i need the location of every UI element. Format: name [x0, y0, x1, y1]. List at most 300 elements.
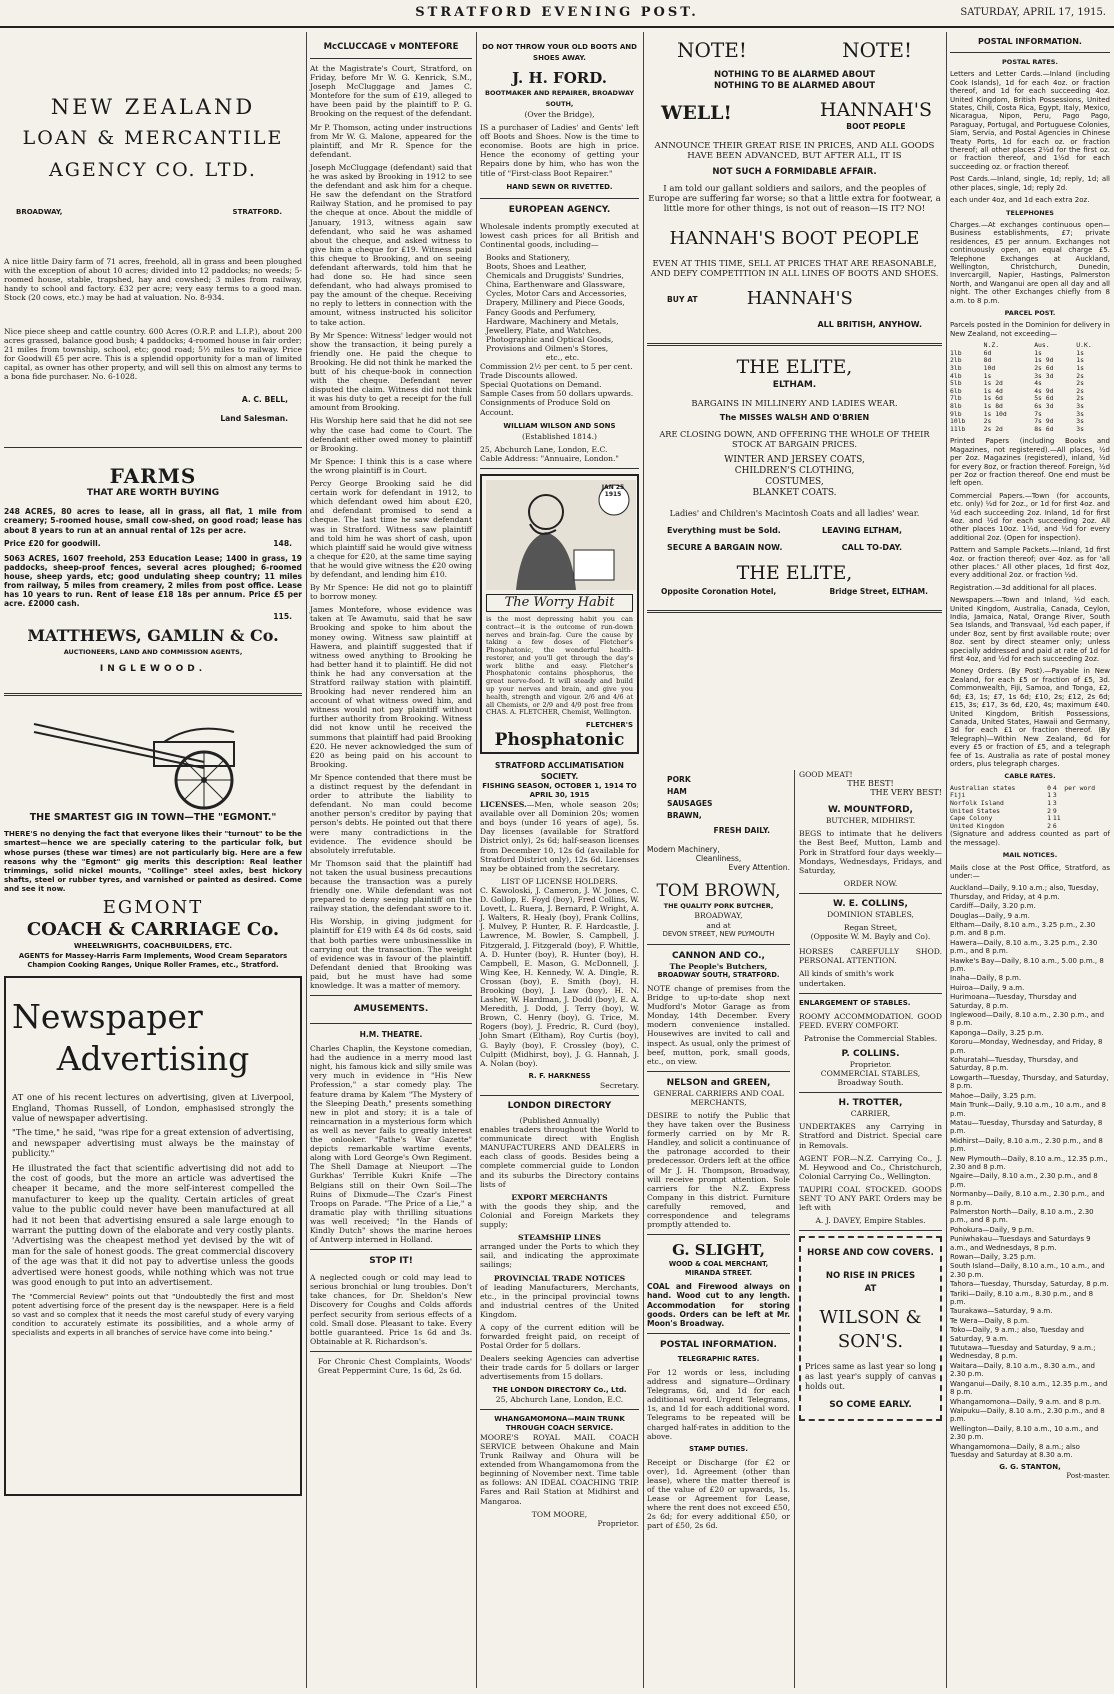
acclim-season: FISHING SEASON, OCTOBER 1, 1914 TO APRIL 30, 1915: [482, 781, 637, 799]
cable-cell: 3: [1052, 791, 1057, 800]
court-para: His Worship here said that he did not see why the case had come to Court. The defendant either owed money to plaintiff or Brooking.: [310, 416, 472, 453]
parcel-cell: 2s 6d: [1034, 363, 1054, 372]
parcel-row: [950, 426, 1110, 434]
wilson-soon: SO COME EARLY.: [829, 1400, 912, 1411]
parcel-cell: 7lb: [950, 394, 962, 403]
euro-agency-commission: Commission 2½ per cent. to 5 per cent.: [480, 362, 633, 372]
parcel-cell: 10d: [983, 363, 996, 372]
gig-firm-1: EGMONT: [102, 897, 204, 918]
london-dir-steam-text: arranged under the Ports to which they sail, and indicating the approximate sailings;: [480, 1242, 639, 1270]
euro-agency-trade: Trade Discounts allowed.: [480, 371, 578, 381]
court-para: At the Magistrate's Court, Stratford, on Friday, before Mr W. G. Kenrick, S.M., Joseph McCluggage and James C. Montefore for the sum of £19, alleged to have been paid by the plaintiff to P. G. Brooking on the request of the defendant.: [310, 64, 472, 119]
postal-commercial: Commercial Papers.—Town (for accounts, etc. only) ½d for 2oz., or 1d for first 4oz. and ½d each succeeding 2oz. Inland, 1d for first 4oz. and ½d for each succeeding 2oz. All other places 10oz. 1½d, and ½d for every additional 2oz. (Open for inspection).: [950, 491, 1110, 542]
stamp-text: Receipt or Discharge (for £2 or over), 1d. Agreement (other than lease), where the matter thereof is of the value of £20 or upwards, 1s. Lease or Agreement for Lease, where the rent does not exceed £50, 2s 6d; for every additional £50, or part of £50, 2s 6d.: [647, 1457, 790, 1531]
parcel-cell: 1s 6d: [983, 394, 1003, 403]
euro-agency-item: Boots, Shoes and Leather,: [486, 262, 587, 272]
tom-brown-fresh: FRESH DAILY.: [713, 826, 770, 835]
hannah-boot-people: BOOT PEOPLE: [846, 122, 906, 131]
gig-firm-2: COACH & CARRIAGE Co.: [26, 919, 280, 940]
theatre-heading: H.M. THEATRE.: [359, 1030, 423, 1040]
acclim-licenses-heading: LICENSES.: [480, 800, 527, 810]
postal-heading: POSTAL INFORMATION.: [978, 37, 1082, 46]
collins-roomy: ROOMY ACCOMMODATION. GOOD FEED. EVERY COMFORT.: [799, 1011, 942, 1030]
farms-listing-2-number: 115.: [273, 612, 292, 622]
mountford-text: BEGS to intimate that he delivers the Best Beef, Mutton, Lamb and Pork in Stratford four days weekly—Mondays, Wednesdays, Fridays, and Saturday,: [799, 829, 942, 875]
parcel-table: [950, 342, 1110, 433]
cable-cell: Cape Colony: [950, 814, 993, 823]
elite-name-2: THE ELITE,: [736, 561, 853, 584]
parcel-cell: 3s: [1076, 424, 1084, 433]
parcel-row: [950, 350, 1110, 358]
postal-parcel-heading: PARCEL POST.: [1004, 308, 1056, 317]
nz-loan-farm-1: A nice little Dairy farm of 71 acres, freehold, all in grass and been ploughed with the exception of about 10 acres; divided into 12 paddocks; no weeds; 5-roomed house, stable, trapshed, hay and cowshed; 3 miles from railway, handy to school and factory. £32 per acre; very easy terms to a good man. Stock (20 cows, etc.) may be had at valuation. No. 8-934.: [4, 257, 302, 303]
parcel-cell: 11lb: [950, 424, 966, 433]
mountford-good-meat: GOOD MEAT!: [799, 770, 853, 779]
mail-item: Inglewood—Daily, 8.10 a.m., 2.30 p.m., and 8 p.m.: [950, 1011, 1105, 1028]
cannon-ad: [647, 951, 790, 1066]
london-dir-text: enables traders throughout the World to communicate direct with English MANUFACTURERS AND DEALERS in each class of goods. Besides being a complete commercial guide to London and its suburbs the Directory contains lists of: [480, 1125, 639, 1189]
mail-item: Kohuratahi—Tuesday, Thursday, and Saturday, 8 p.m.: [950, 1056, 1079, 1073]
parcel-cell: 2lb: [950, 356, 962, 365]
cable-cell: 1: [1047, 814, 1051, 823]
ford-title: BOOTMAKER AND REPAIRER, BROADWAY SOUTH,: [485, 89, 634, 108]
london-dir-prov-heading: PROVINCIAL TRADE NOTICES: [493, 1273, 626, 1283]
court-para: Mr Spence contended that there must be a distinct request by the defendant in order to attribute the liability to defendant. No man could become another person's creditor by paying that person's debts. He pointed out that there were many contradictions in the evidence. The evidence should be absolutely irrefutable.: [310, 772, 472, 855]
euro-agency-cable: Cable Address: "Annuaire, London.": [480, 453, 619, 463]
hannah-note-left: NOTE!: [677, 38, 747, 62]
collins-opp: (Opposite W. M. Bayly and Co).: [810, 932, 931, 942]
hannah-buy-at: BUY AT: [667, 294, 698, 304]
mail-item: Midhirst—Daily, 8.10 a.m., 2.30 p.m., and 8 p.m.: [950, 1136, 1103, 1154]
slight-title: WOOD & COAL MERCHANT,: [668, 1260, 769, 1269]
stop-it-heading: STOP IT!: [369, 1256, 413, 1267]
farms-listing-1-price: Price £20 for goodwill.: [4, 538, 101, 548]
postal-registration: Registration.—3d additional for all places.: [950, 583, 1097, 592]
parcel-cell: 3s: [1076, 417, 1084, 426]
postal-each: each under 4oz, and 1d each extra 2oz.: [950, 196, 1090, 205]
newspaper-advertising-title-2: Advertising: [56, 1039, 250, 1079]
acclim-licenses-text: —Men, whole season 20s; available over all Dominion 20s; women and boys (under 16 years of age), 5s. Day licenses (available for Stratford District only), 2s 6d; half-season licenses from December 10, 12s 6d (available for Stratford District only), 12s 6d. Licenses may be obtained from the secretary.: [480, 800, 639, 873]
cable-cell: Australian states: [950, 783, 1016, 792]
parcel-cell: 3s 3d: [1034, 371, 1054, 380]
euro-agency-item: etc., etc.: [545, 352, 580, 362]
coach-sign-title: Proprietor.: [597, 1518, 639, 1528]
cable-cell: 1: [1047, 791, 1051, 800]
acclim-heading: STRATFORD ACCLIMATISATION SOCIETY.: [495, 760, 624, 781]
farms-firm-location: INGLEWOOD.: [99, 664, 207, 675]
postal-telephones: Charges.—At exchanges continuous open—Business establishments, £7; private residences, £5 per annum. Exchanges not continuously open, an equal charge £5. Telephone Exchanges at Auckland, Wellington, Christchurch, Dunedin, Invercargill, Napier, Hastings, Palmerston North, and Wanganui are open all day and all night. The other Exchanges chiefly from 8 a.m. to 8 p.m.: [950, 220, 1110, 305]
euro-agency-samples: Sample Cases from 50 dollars upwards.: [480, 389, 634, 399]
euro-agency-item: Jewellery, Plate, and Watches,: [486, 325, 602, 335]
euro-agency-item: Provisions and Oilmen's Stores,: [486, 343, 609, 353]
cable-row: [950, 823, 1110, 831]
parcel-cell: 1s: [1076, 356, 1084, 365]
parcel-cell: 10lb: [950, 417, 966, 426]
chronic-text: For Chronic Chest Complaints, Woods' Great Peppermint Cure, 1s 6d, 2s 6d.: [318, 1356, 472, 1375]
mail-item: Normanby—Daily, 8.10 a.m., 2.30 p.m., and 8 p.m.: [950, 1190, 1105, 1207]
parcel-cell: 3s: [1076, 409, 1084, 418]
postal-rates-heading: POSTAL RATES.: [1002, 58, 1058, 66]
mail-item: Huiroa—Daily, 9 a.m.: [950, 983, 1025, 992]
worry-product: Phosphatonic: [494, 730, 625, 751]
postal-sign-title: Post-master.: [1066, 1471, 1110, 1480]
mail-item: Kororu—Monday, Wednesday, and Friday, 8 p.m.: [950, 1038, 1103, 1055]
parcel-cell: 5s 6d: [1034, 394, 1054, 403]
hannah-big-2: HANNAH'S: [746, 288, 853, 310]
parcel-cell: 1s: [983, 371, 992, 380]
column-2: [306, 32, 476, 1688]
nz-loan-sign: A. C. BELL,: [241, 395, 288, 405]
euro-agency-item: China, Earthenware and Glassware,: [486, 280, 626, 290]
tom-brown-clean: Cleanliness,: [695, 854, 742, 864]
nz-loan-title-3: AGENCY CO. LTD.: [49, 159, 257, 181]
parcel-cell: 2s: [1076, 386, 1084, 395]
parcel-cell: 6s 3d: [1034, 401, 1054, 410]
wilson-name: WILSON & SON'S.: [819, 1307, 922, 1353]
london-dir-heading: LONDON DIRECTORY: [507, 1101, 612, 1111]
farms-listing-1: 248 ACRES, 80 acres to lease, all in grass, all flat, 1 mile from creamery; 5-roomed house, small cow-shed, on good road; lease has about 8 years to run at an annual rental of 12s per acre.: [4, 507, 302, 535]
postal-money-orders: Money Orders. (By Post).—Payable in New Zealand, for each £5 or fraction of £5, 3d. Commonwealth, Fiji, Samoa, and Tonga, £2, 6d; £3, 1s; £7, 1s 6d; £10, 2s; £12, 2s 6d; £15, 3s; £17, 3s 6d, £20, 4s; maximum £40. United Kingdom, British Possessions, Canada, United States, Hawaii and Germany, 3d for each £1 or fraction thereof. (By Telegraph)—Within New Zealand, 6d for every £5 or fraction of £5, and a telegraph fee of 1s. Australia as rate of postal money orders, plus telegraph charges.: [950, 667, 1110, 768]
elite-bargains: BARGAINS IN MILLINERY AND LADIES WEAR.: [691, 398, 898, 409]
nelson-name: NELSON and GREEN,: [666, 1077, 771, 1088]
court-report: [310, 64, 472, 990]
elite-children: CHILDREN'S CLOTHING,: [734, 466, 855, 477]
elite-leaving: LEAVING ELTHAM,: [821, 526, 902, 536]
parcel-cell: 3s: [1076, 401, 1084, 410]
farms-subtitle: THAT ARE WORTH BUYING: [86, 488, 220, 499]
mail-item: Auckland—Daily, 9.10 a.m.; also, Tuesday, Thursday, and Friday, at 4 p.m.: [950, 884, 1099, 901]
nelson-text: DESIRE to notify the Public that they have taken over the Business formerly carried on by Mr R. Handley, and solicit a continuance of the patronage accorded to their predecessor. Orders left at the office of Mr J. H. Thompson, Broadway, will receive prompt attention. Sole carriers for the N.Z. Express Company in this district. Furniture carefully removed, and correspondence and telegrams promptly attended to.: [647, 1110, 790, 1230]
cable-cell: 0: [1047, 783, 1051, 792]
trotter-taupiri: TAUPIRI COAL STOCKED. GOODS SENT TO ANY PART. Orders may be left with: [799, 1184, 942, 1213]
ford-slogan: DO NOT THROW YOUR OLD BOOTS AND SHOES AWAY.: [482, 43, 637, 62]
cable-cell: United States: [950, 806, 1001, 815]
court-para: Mr Spence: I think this is a case where the wrong plaintiff is in Court.: [310, 456, 472, 475]
stop-it-text: A neglected cough or cold may lead to serious bronchial or lung troubles. Don't take chances, for Dr. Sheldon's New Discovery for Coughs and Colds affords perfect security from serious effects of a cold. Small dose. Pleasant to take. Every bottle guaranteed. Price 1s 6d and 3s. Obtainable at R. Richardson's.: [310, 1273, 472, 1346]
cable-cell: Norfolk Island: [950, 798, 1004, 807]
nelson-ad: [647, 1078, 790, 1229]
parcel-cell: 2s: [1076, 394, 1084, 403]
hannah-not-such: NOT SUCH A FORMIDABLE AFFAIR.: [712, 167, 877, 178]
cable-cell: 1: [1047, 798, 1051, 807]
gig-illustration: [4, 702, 294, 812]
farms-listing-1-number: 148.: [273, 538, 292, 548]
parcel-cell: 4s: [1034, 379, 1042, 388]
parcel-cell: 6lb: [950, 386, 962, 395]
stamp-heading: STAMP DUTIES.: [689, 1444, 748, 1453]
gig-firm-sub: WHEELWRIGHTS, COACHBUILDERS, ETC.: [73, 942, 233, 950]
collins-ad: [799, 899, 942, 1087]
tom-brown-title: THE QUALITY PORK BUTCHER,: [663, 902, 774, 911]
column-4-lower: [643, 770, 794, 1688]
mail-item: South Island—Daily, 8.10 a.m., 10 a.m., and 2.30 p.m.: [950, 1262, 1105, 1279]
collins-horses: HORSES CAREFULLY SHOD. PERSONAL ATTENTION.: [799, 947, 942, 966]
parcel-col-head: Aus.: [1034, 341, 1050, 350]
elite-costumes: COSTUMES,: [765, 477, 824, 488]
parcel-cell: 2s: [1076, 379, 1084, 388]
postal-mid: [647, 1340, 790, 1531]
cable-cell: 6: [1052, 821, 1057, 830]
mail-item: Hurimoana—Tuesday, Thursday and Saturday, 8 p.m.: [950, 993, 1077, 1010]
euro-agency-consign: Consignments of Produce Sold on Account.: [480, 398, 611, 417]
hannah-even: EVEN AT THIS TIME, SELL AT PRICES THAT ARE REASONABLE, AND DEFY COMPETITION IN ALL LINES OF BOOTS AND SHOES.: [650, 258, 939, 279]
farms-firm: MATTHEWS, GAMLIN & Co.: [27, 626, 279, 646]
tom-brown-item: HAM: [667, 787, 687, 796]
court-para: Joseph McCluggage (defendant) said that he was asked by Brooking in 1912 to see the defendant and ask him for a cheque. He saw the defendant on the Stratford Railway Station, and he promised to pay the cheque at once. About the middle of January, 1913, witness again saw defendant, who said he was ashamed about the cheque, and asked witness to give him a cheque for £19. Witness paid this cheque to Brooking, and on seeing defendant afterwards, told him that he had done so. He had since seen defendant, who had always promised to pay the amount of the cheque. Receiving no reply to letters in connection with the amount, witness instructed his solicitor to take action.: [310, 162, 472, 327]
mail-item: Te Wera—Daily, 8 p.m.: [950, 1316, 1030, 1325]
cannon-title: The People's Butchers,: [669, 961, 768, 971]
euro-agency-item: Fancy Goods and Perfumery,: [486, 307, 596, 317]
collins-prop: Proprietor.: [849, 1059, 892, 1069]
worry-title: The Worry Habit: [486, 594, 633, 612]
tom-brown-every: Every Attention.: [728, 863, 790, 873]
hannah-sub: NOTHING TO BE ALARMED ABOUT: [713, 70, 876, 80]
parcel-cell: 1s 2d: [983, 379, 1003, 388]
court-para: His Worship, in giving judgment for plaintiff for £19 with £4 8s 6d costs, said that both parties were unbusinesslike in carrying out the transaction. The weight of evidence was in favour of the plaintiff. Defendant denied that Brooking was paid, but he must have had some knowledge. It was a matter of memory.: [310, 917, 472, 990]
cable-cell: 3: [1052, 798, 1057, 807]
parcel-cell: 1s 4d: [983, 386, 1003, 395]
court-para: Mr Thomson said that the plaintiff had not taken the usual business precautions because the transaction was a purely friendly one. While defendant was not prepared to deny seeing plaintiff on the railway station, the defendant swore to it.: [310, 858, 472, 914]
collins-stables: COMMERCIAL STABLES,: [820, 1069, 921, 1079]
postal-cable-note: (Signature and address counted as part of the message).: [950, 830, 1110, 847]
collins-title: DOMINION STABLES,: [827, 909, 914, 919]
collins-all-kinds: All kinds of smith's work undertaken.: [799, 969, 894, 988]
mail-item: Inaha—Daily, 8 p.m.: [950, 974, 1022, 983]
nz-loan-location-left: BROADWAY,: [16, 208, 63, 216]
farms-listing-2: 5063 ACRES, 1607 freehold, 253 Education Lease; 1400 in grass, 19 paddocks, sheep-proof fences, several acres ploughed; 6-roomed house, sheep yards, etc; good undulating sheep country; 11 miles from railway, 5 miles from creamery, 2 miles from post office. Lease has 10 years to run. Rent of lease £18 18s per annum. Price £5 per acre. £2000 cash.: [4, 553, 302, 609]
court-para: Percy George Brooking said he did certain work for defendant in 1912, to which defendant owed him about £20, and defendant promised to send a cheque. The last time he saw defendant was in Stratford. Witness saw plaintiff and told him he was short of cash, upon which plaintiff said he would give witness a cheque for £20, at the same time saying that he would give witness the £20 owing by defendant, and lending him £10.: [310, 479, 472, 579]
masthead-title: STRATFORD EVENING POST.: [415, 5, 699, 20]
court-heading: McCLUCCAGE v MONTEFORE: [323, 42, 459, 52]
farms-firm-sub: AUCTIONEERS, LAND AND COMMISSION AGENTS,: [63, 648, 243, 657]
parcel-cell: 2s: [983, 417, 992, 426]
postal-sign: G. G. STANTON,: [999, 1463, 1061, 1472]
elite-ladies: Ladies' and Children's Macintosh Coats and all ladies' wear.: [669, 508, 920, 519]
nz-loan-title-1: NEW ZEALAND: [50, 95, 256, 119]
elite-opposite: Opposite Coronation Hotel,: [661, 586, 777, 596]
mail-item: Tahora—Tuesday, Thursday, Saturday, 8 p.m.: [950, 1280, 1109, 1289]
euro-agency-item: Photographic and Optical Goods,: [486, 334, 614, 344]
euro-agency-item: Cycles, Motor Cars and Accessories,: [486, 289, 627, 299]
cable-cell: 9: [1052, 806, 1057, 815]
ford-sub: (Over the Bridge),: [524, 110, 595, 119]
trotter-davey: A. J. DAVEY, Empire Stables.: [815, 1216, 926, 1226]
parcel-cell: 8d: [983, 356, 992, 365]
tom-brown-devon: DEVON STREET, NEW PLYMOUTH: [662, 929, 775, 938]
elite-secure: SECURE A BARGAIN NOW.: [667, 543, 783, 553]
mountford-name: W. MOUNTFORD,: [828, 805, 913, 816]
collins-enlarge: ENLARGEMENT OF STABLES.: [799, 998, 911, 1007]
farms-title: FARMS: [109, 464, 197, 489]
mail-item: Hawera—Daily, 8.10 a.m., 3.25 p.m., 2.30 p.m., and 8 p.m.: [950, 938, 1098, 956]
parcel-cell: 1s 10d: [983, 409, 1007, 418]
parcel-col-head: U.K.: [1076, 341, 1092, 350]
london-dir-pub: (Published Annually): [519, 1116, 600, 1125]
nz-loan-title-2: LOAN & MERCANTILE: [22, 127, 284, 149]
cable-cell: [1064, 808, 1110, 816]
london-dir-firm: THE LONDON DIRECTORY Co., Ltd.: [492, 1385, 627, 1394]
mail-item: Lowgarth—Tuesday, Thursday, and Saturday, 8 p.m.: [950, 1073, 1109, 1091]
newspaper-advertising-p2: "The time," he said, "was ripe for a great extension of advertising, and newspaper advertising must always be the mainstay of publicity.": [12, 1127, 294, 1159]
hannah-big: HANNAH'S BOOT PEOPLE: [669, 228, 920, 250]
euro-agency-heading: EUROPEAN AGENCY.: [508, 204, 611, 215]
parcel-cell: 1s 8d: [983, 401, 1003, 410]
euro-agency-item: Chemicals and Druggists' Sundries,: [486, 271, 624, 281]
parcel-cell: 1s: [1076, 363, 1084, 372]
cannon-address: BROADWAY SOUTH, STRATFORD.: [657, 970, 780, 979]
wilson-text: Prices same as last year so long as last year's supply of canvas holds out.: [805, 1362, 936, 1392]
parcel-row: [950, 365, 1110, 373]
euro-agency-firm: WILLIAM WILSON AND SONS: [503, 421, 616, 430]
elite-closing: ARE CLOSING DOWN, AND OFFERING THE WHOLE OF THEIR STOCK AT BARGAIN PRICES.: [659, 429, 930, 450]
cannon-name: CANNON AND CO.,: [672, 950, 765, 961]
trotter-name: H. TROTTER,: [838, 1098, 903, 1109]
elite-bridge: Bridge Street, ELTHAM.: [829, 586, 928, 596]
hannah-announce: ANNOUNCE THEIR GREAT RISE IN PRICES, AND ALL GOODS HAVE BEEN ADVANCED, BUT AFTER ALL, IT IS: [654, 141, 935, 162]
ford-name: J. H. FORD.: [512, 69, 607, 87]
collins-p-name: P. COLLINS.: [841, 1048, 900, 1059]
parcel-cell: 3lb: [950, 363, 962, 372]
court-para: Mr P. Thomson, acting under instructions from Mr W. G. Malone, appeared for the plaintiff, and Mr R. Spence for the defendant.: [310, 122, 472, 159]
hannah-text: I am told our gallant soldiers and sailors, and the peoples of Europe are suffering far worse; so that a little extra for footwear, a little more for other things, is not out of reason—IS IT? NO!: [648, 184, 941, 215]
mail-item: Taurakawa—Saturday, 9 a.m.: [950, 1307, 1053, 1316]
wilson-horse: HORSE AND COW COVERS.: [807, 1248, 934, 1259]
tom-brown-item: PORK: [667, 775, 691, 784]
worry-body: is the most depressing habit you can contract—it is the outcome of run-down nerves and brain-fag. Cure the cause by taking a few doses of Fletcher's Phosphatonic, the wonderful health-restorer, and you'll get through the day's work blithe and easy. Fletcher's Phosphatonic contains phosphorus, the great nerve-food. It will steady and build up your nerves and brain, and give you health, strength and vigour. 2/6 and 4/6 at all Chemists, or 2/9 and 4/9 post free from CHAS. A. FLETCHER, Chemist, Wellington.: [486, 614, 633, 717]
cable-cell: per word: [1064, 783, 1096, 792]
parcel-row: [950, 395, 1110, 403]
mountford-ad: [799, 770, 942, 888]
slight-street: MIRANDA STREET.: [685, 1269, 752, 1278]
mail-item: Matau—Tuesday, Thursday and Saturday, 8 p.m.: [950, 1118, 1103, 1136]
hannah-all-british: ALL BRITISH, ANYHOW.: [817, 320, 922, 330]
elite-winter: WINTER AND JERSEY COATS,: [724, 455, 865, 466]
trotter-ad: [799, 1098, 942, 1225]
london-dir-export-heading: EXPORT MERCHANTS: [511, 1192, 608, 1202]
tom-brown-name: TOM BROWN,: [656, 881, 781, 902]
euro-agency-est: (Established 1814.): [522, 431, 597, 441]
ford-footer: HAND SEWN OR RIVETTED.: [506, 182, 613, 191]
postal-telephones-heading: TELEPHONES: [1006, 208, 1054, 217]
parcel-cell: 8lb: [950, 401, 962, 410]
wilson-ad: [799, 1236, 942, 1421]
mail-item: Ngaire—Daily, 8.10 a.m., 2.30 p.m., and 8 p.m.: [950, 1172, 1098, 1189]
mail-item: Wellington—Daily, 8.10 a.m., 10 a.m., and 2.30 p.m.: [950, 1424, 1099, 1442]
london-dir-prov-text: of leading Manufacturers, Merchants, etc., in the principal provincial towns and industrial centres of the United Kingdom.: [480, 1282, 639, 1319]
parcel-row: [950, 388, 1110, 396]
parcel-cell: 9lb: [950, 409, 962, 418]
telegraph-heading: TELEGRAPHIC RATES.: [677, 1354, 760, 1363]
collins-street: Regan Street,: [843, 923, 898, 933]
cable-cell: [1064, 815, 1110, 823]
cable-cell: 11: [1052, 814, 1061, 823]
mail-item: Mahoe—Daily, 3.25 p.m.: [950, 1091, 1037, 1100]
collins-south: Broadway South.: [837, 1078, 904, 1088]
column-1: [0, 32, 306, 1688]
parcel-cell: 2s: [1076, 371, 1084, 380]
acclim-list: C. Kawoloski, J. Cameron, J. W. Jones, C. D. Gollop, E. Foyd (boy), Fred Collins, W. Lovett, L. Ruera, J. Bernard, P. Wright, A. J. Walters, R. Healy (boy), Frank Collins, J. Mulvey, P. Hunter, R. F. Hardcastle, J. Lawrence, M. Bowler, S. Campbell, J. Fitzgerald, J. Fitzgerald (boy), F. Whittle, A. D. Hunter (boy), R. Hunter (boy), H. Campbell, E. Mason, G. McDonnell, J. Wing Kee, H. Kennedy, W. A. Dingle, R. Crossan (boy), E. Smith (boy), H. Brooking (boy), J. Law (boy), H. N. Lasher, W. Hardman, J. Dodd (boy), E. A. Meredith, J. Dodd, J. Terry (boy), W. Brown, C. Henry (boy), G. Trice, M. Rogers (boy), J. Fredric, R. Curd (boy), John Smart (Eltham), Roy Curtis (boy), G. Bayly (boy), F. Crossley (boy), C. Culpitt (Midhirst, boy), J. G. Hannah, J. A. Nolan (boy).: [480, 885, 639, 1068]
telegraph-text: For 12 words or less, including address and signature—Ordinary Telegrams, 6d, and 1d for each additional word. Urgent Telegrams, 1s, and 1d for each additional word. Telegrams to be repeated will be charged half-rates in addition to the above.: [647, 1367, 790, 1441]
elite-location: ELTHAM.: [772, 380, 817, 391]
trotter-text: UNDERTAKES any Carrying in Stratford and District. Special care in Removals.: [799, 1122, 942, 1150]
coach-sign: TOM MOORE,: [531, 1509, 588, 1519]
tom-brown-item: SAUSAGES: [667, 799, 713, 808]
mountford-best-2: THE VERY BEST!: [870, 788, 942, 798]
hannah-note-right: NOTE!: [842, 38, 912, 62]
postal-printed: Printed Papers (including Books and Magazines, not registered).—All places, ½d per 2oz. Magazines (registered), inland, ½d for every 8oz, or fraction thereof. Foreign, ½d per 2oz or fraction thereof. One end must be left open.: [950, 437, 1111, 488]
elite-everything: Everything must be Sold.: [667, 526, 781, 536]
mail-item: Waipuku—Daily, 8.10 a.m., 2.30 p.m., and 8 p.m.: [950, 1406, 1105, 1424]
elite-ad: [647, 354, 942, 603]
london-dir-steam-heading: STEAMSHIP LINES: [518, 1233, 601, 1243]
postal-mail-heading: MAIL NOTICES.: [1002, 851, 1058, 860]
mail-item: Tututawa—Tuesday and Saturday, 9 a.m.; Wednesday, 8 p.m.: [950, 1344, 1096, 1361]
tom-brown-broadway: BROADWAY,: [694, 911, 743, 921]
elite-call: CALL TO-DAY.: [841, 543, 902, 553]
postal-mail-intro: Mails close at the Post Office, Stratford, as under:—: [950, 863, 1110, 880]
tom-brown-ad: [647, 770, 790, 939]
postal-parcel: Parcels posted in the Dominion for delivery in New Zealand, not exceeding—: [950, 321, 1110, 338]
mail-item: Rowan—Daily, 3.25 p.m.: [950, 1253, 1036, 1261]
postal-mid-heading: POSTAL INFORMATION.: [660, 1339, 777, 1350]
trotter-title: CARRIER,: [850, 1109, 891, 1119]
nelson-title: GENERAL CARRIERS AND COAL MERCHANTS,: [653, 1088, 784, 1107]
coach-text: MOORE'S ROYAL MAIL COACH SERVICE between Ohakune and Main Trunk Railway and Ohura will be extended from Whangamomona from the beginning of November next. Time table as follows: AN IDEAL COACHING TRIP. Fares and Rail Station at Midhirst and Mangaroa.: [480, 1432, 639, 1506]
gig-agents: AGENTS for Massey-Harris Farm Implements, Wood Cream Separators Champion Cooking Ranges, Unique Roller Frames, etc., Stratford.: [18, 952, 288, 970]
masthead: [0, 0, 1114, 28]
tom-brown-and-at: and at: [706, 920, 731, 930]
slight-ad: [647, 1240, 790, 1328]
parcel-rows: [950, 350, 1110, 434]
parcel-cell: 8s 6d: [1034, 424, 1054, 433]
parcel-row: [950, 411, 1110, 419]
london-dir-export-text: with the goods they ship, and the Colonial and Foreign Markets they supply;: [480, 1201, 639, 1230]
euro-agency-intro: Wholesale indents promptly executed at lowest cash prices for all British and Continental goods, including—: [480, 221, 639, 249]
worry-brand: FLETCHER'S: [585, 721, 633, 730]
mail-item: Douglas—Daily, 9 a.m.: [950, 911, 1030, 920]
cable-row: [950, 785, 1110, 793]
postal-cable-heading: CABLE RATES.: [1004, 772, 1056, 781]
cable-cell: [1064, 823, 1110, 831]
cable-table: [950, 785, 1110, 831]
newspaper-advertising-p4: The "Commercial Review" points out that "Undoubtedly the first and most potent advertising force of the present day is the newspaper. Here is a field so vast and so complex that it needs the most careful study of every varying condition to accurately estimate its possibilities, and a whole army of specialists and experts in all branches of service have come into being.": [12, 1291, 294, 1337]
gig-body: THERE'S no denying the fact that everyone likes their "turnout" to be the smartest—hence we are specially catering to the particular folk, but whose purses (these war times) are not particularly big. Here are a few reasons why the "Egmont" gig merits this description: Real leather trimmings, solid nickel mounts, "Collinge" steel axles, best hickory shafts, steel or rubber tyres, and varnished or painted as desired. Come and see it now.: [4, 829, 302, 893]
slight-name: G. SLIGHT,: [672, 1241, 765, 1260]
newspaper-advertising-title-1: Newspaper: [12, 997, 203, 1037]
parcel-cell: 4lb: [950, 371, 962, 380]
mail-item: Puniwhakau—Tuesdays and Saturdays 9 a.m., and Wednesdays, 8 p.m.: [950, 1235, 1091, 1252]
ford-body: IS a purchaser of Ladies' and Gents' left off Boots and Shoes. Now is the time to economise. Boots are high in price. Hence the economy of getting your Repairs done by him, who has won the title of "First-class Boot Repairer.": [480, 123, 639, 178]
mail-item: Whangamomona—Daily, 8 a.m.; also Tuesday and Saturday at 8.30 a.m.: [950, 1442, 1080, 1459]
nz-loan-farm-2: Nice piece sheep and cattle country. 600 Acres (O.R.P. and L.I.P.), about 200 acres grassed, balance good bush; 4 paddocks; 4-roomed house in fair order; 21 miles from township, school, etc; good road; 5½ miles to railway. Price for Goodwill £5 per acre. This is a splendid opportunity for a man of limited capital, as owner has other property, and will sell this on almost any terms to a bona fide purchaser. No. 6-1028.: [4, 326, 302, 382]
parcel-cell: 2s 2d: [983, 424, 1003, 433]
mail-item: Toko—Daily, 9 a.m.; also, Tuesday and Saturday, 9 a.m.: [950, 1326, 1084, 1343]
euro-agency-item: Books and Stationery,: [486, 252, 570, 262]
parcel-cell: 1s: [1034, 348, 1042, 357]
euro-agency-item: Drapery, Millinery and Piece Goods,: [486, 298, 625, 308]
mail-item: Main Trunk—Daily, 9.10 a.m., 10 a.m., and 8 p.m.: [950, 1101, 1106, 1118]
london-dir-dealers: Dealers seeking Agencies can advertise their trade cards for 5 dollars or larger advertisements from 15 dollars.: [480, 1354, 639, 1382]
nz-loan-location-right: STRATFORD.: [232, 208, 282, 216]
mail-list: [950, 884, 1110, 1459]
parcel-row: [950, 418, 1110, 426]
newspaper-advertising-p1: AT one of his recent lectures on advertising, given at Liverpool, England, Thomas Russell, of London, emphasised strongly the value of newspaper advertising.: [12, 1092, 294, 1123]
cannon-text: NOTE change of premises from the Bridge to up-to-date shop next Mudford's Motor Garage as from Monday, 14th December. Every modern convenience installed. Housewives are invited to call and inspect. As usual, only the primest of beef, mutton, pork, small goods, etc., on view.: [647, 983, 790, 1066]
mail-item: Cardiff—Daily, 3.20 p.m.: [950, 902, 1036, 911]
parcel-row: [950, 357, 1110, 365]
cable-rows: [950, 785, 1110, 831]
mail-item: Tariki—Daily, 8.10 a.m., 8.30 p.m., and 8 p.m.: [950, 1289, 1094, 1307]
